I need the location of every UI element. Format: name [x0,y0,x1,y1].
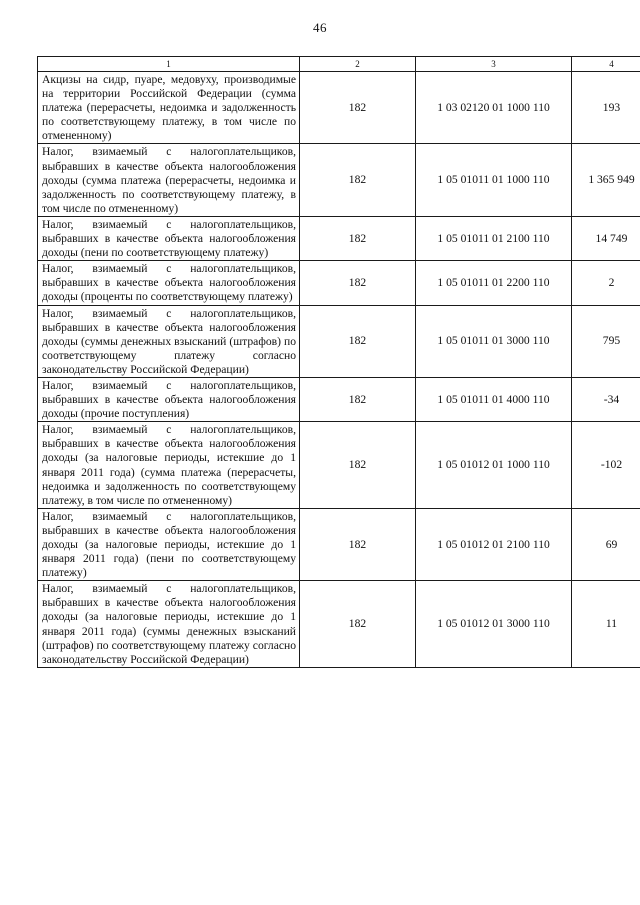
row-amount: 193 [572,72,640,144]
revenue-table [37,56,640,668]
row-description: Налог, взимаемый с налогоплательщиков, выбравших в качестве объекта налогообложения доходы (сумма платежа (перерасчеты, недоимка и задолженность по соответствующему платежу, в том числе по отмененному) [38,144,300,216]
row-kbk-code: 1 05 01011 01 3000 110 [416,305,572,377]
row-admin-code: 182 [300,422,416,509]
row-kbk-code: 1 05 01011 01 2200 110 [416,261,572,305]
row-kbk-code: 1 05 01011 01 2100 110 [416,216,572,260]
row-description: Налог, взимаемый с налогоплательщиков, выбравших в качестве объекта налогообложения доходы (за налоговые периоды, истекшие до 1 января 2011 года) (сумма платежа (перерасчеты, недоимка и задолженность по соответствующему платежу, в том числе по отмененному) [38,422,300,509]
row-kbk-code: 1 03 02120 01 1000 110 [416,72,572,144]
row-amount: 69 [572,508,640,580]
row-admin-code: 182 [300,377,416,421]
row-description: Налог, взимаемый с налогоплательщиков, выбравших в качестве объекта налогообложения доходы (проценты по соответствующему платежу) [38,261,300,305]
table-row [38,72,640,144]
row-admin-code: 182 [300,261,416,305]
row-amount: 11 [572,581,640,668]
row-amount: 795 [572,305,640,377]
table-row [38,144,640,216]
table-row [38,508,640,580]
row-kbk-code: 1 05 01011 01 4000 110 [416,377,572,421]
table-row [38,261,640,305]
row-description: Налог, взимаемый с налогоплательщиков, выбравших в качестве объекта налогообложения доходы (суммы денежных взысканий (штрафов) по соответствующему платежу согласно законодательству Российской Федерации) [38,305,300,377]
column-header-2: 2 [300,57,416,72]
row-description: Налог, взимаемый с налогоплательщиков, выбравших в качестве объекта налогообложения доходы (за налоговые периоды, истекшие до 1 января 2011 года) (суммы денежных взысканий (штрафов) по соответствующему платежу согласно законодательству Российской Федерации) [38,581,300,668]
column-header-4: 4 [572,57,640,72]
column-header-1: 1 [38,57,300,72]
row-amount: -34 [572,377,640,421]
row-kbk-code: 1 05 01011 01 1000 110 [416,144,572,216]
column-header-3: 3 [416,57,572,72]
page-number: 46 [313,20,327,35]
row-amount: 2 [572,261,640,305]
row-amount: 14 749 [572,216,640,260]
row-description: Налог, взимаемый с налогоплательщиков, выбравших в качестве объекта налогообложения доходы (прочие поступления) [38,377,300,421]
row-amount: 1 365 949 [572,144,640,216]
table-row [38,216,640,260]
row-admin-code: 182 [300,216,416,260]
table-row [38,305,640,377]
table-row [38,581,640,668]
row-admin-code: 182 [300,508,416,580]
row-kbk-code: 1 05 01012 01 1000 110 [416,422,572,509]
row-admin-code: 182 [300,144,416,216]
row-description: Налог, взимаемый с налогоплательщиков, выбравших в качестве объекта налогообложения доходы (за налоговые периоды, истекшие до 1 января 2011 года) (пени по соответствующему платежу) [38,508,300,580]
row-description: Акцизы на сидр, пуаре, медовуху, производимые на территории Российской Федерации (сумма платежа (перерасчеты, недоимка и задолженность по соответствующему платежу, в том числе по отмененному) [38,72,300,144]
row-kbk-code: 1 05 01012 01 3000 110 [416,581,572,668]
table-header-row [38,57,640,72]
row-kbk-code: 1 05 01012 01 2100 110 [416,508,572,580]
row-admin-code: 182 [300,305,416,377]
row-description: Налог, взимаемый с налогоплательщиков, выбравших в качестве объекта налогообложения доходы (пени по соответствующему платежу) [38,216,300,260]
row-amount: -102 [572,422,640,509]
table-row [38,422,640,509]
row-admin-code: 182 [300,72,416,144]
table-row [38,377,640,421]
row-admin-code: 182 [300,581,416,668]
